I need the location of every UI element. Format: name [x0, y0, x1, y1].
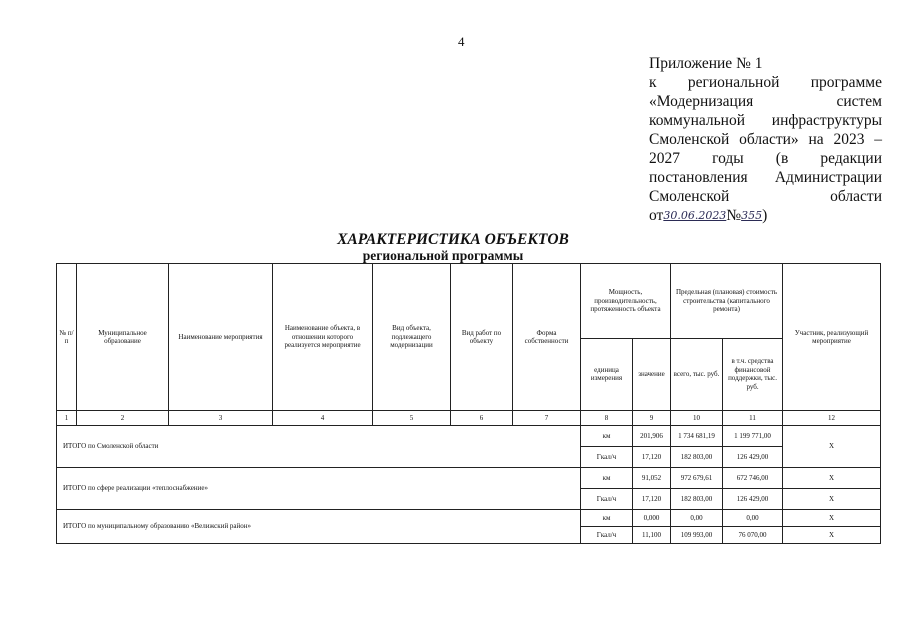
cell-unit: км: [581, 426, 633, 447]
column-number: 12: [783, 411, 881, 426]
appendix-line-1: [649, 54, 882, 73]
appendix-line-8: [649, 187, 882, 206]
cell-cost-total: 109 993,00: [671, 527, 723, 544]
column-number: 3: [169, 411, 273, 426]
group-label-heat-supply: ИТОГО по сфере реализации «теплоснабжение»: [57, 468, 581, 510]
appendix-close-paren: ): [762, 207, 768, 224]
group-label-region-total: ИТОГО по Смоленской области: [57, 426, 581, 468]
cell-participant: Х: [783, 510, 881, 527]
appendix-block: [649, 54, 882, 225]
cell-cost-total: 182 803,00: [671, 489, 723, 510]
appendix-line-6: [649, 149, 882, 168]
cell-unit: Гкал/ч: [581, 489, 633, 510]
appendix-line-4: [649, 111, 882, 130]
cell-value: 11,100: [633, 527, 671, 544]
appendix-word: редакции: [820, 150, 882, 167]
appendix-word: области: [830, 188, 882, 205]
cell-value: 91,052: [633, 468, 671, 489]
appendix-line-5: [649, 130, 882, 149]
appendix-word: программе: [810, 74, 882, 91]
appendix-word: к: [649, 74, 657, 91]
appendix-word: годы: [712, 150, 744, 167]
cell-cost-support: 76 070,00: [723, 527, 783, 544]
column-number: 10: [671, 411, 723, 426]
page-number: 4: [458, 34, 465, 49]
appendix-word: Смоленской: [649, 188, 730, 205]
column-numbers-row: [57, 411, 881, 426]
column-number: 2: [77, 411, 169, 426]
appendix-word: инфраструктуры: [771, 112, 882, 129]
column-number: 8: [581, 411, 633, 426]
cell-value: 201,906: [633, 426, 671, 447]
header-cost-support: в т.ч. средства финансовой поддержки, тыс. руб.: [723, 338, 783, 410]
table-row: [57, 426, 881, 447]
cell-cost-total: 182 803,00: [671, 447, 723, 468]
header-cost-total: всего, тыс. руб.: [671, 338, 723, 410]
appendix-word: области»: [739, 131, 799, 148]
header-participant: Участник, реализующий мероприятие: [783, 264, 881, 411]
column-number: 6: [451, 411, 513, 426]
cell-participant: Х: [783, 489, 881, 510]
header-municipality: Муниципальное образование: [77, 264, 169, 411]
cell-cost-total: 1 734 681,19: [671, 426, 723, 447]
appendix-word: –: [874, 131, 882, 148]
appendix-number-sign: №: [726, 207, 742, 224]
appendix-word: систем: [836, 93, 882, 110]
appendix-word: Смоленской: [649, 131, 730, 148]
header-cost-group: Предельная (плановая) стоимость строительства (капитального ремонта): [671, 264, 783, 339]
header-num: № п/п: [57, 264, 77, 411]
cell-cost-total: 972 679,61: [671, 468, 723, 489]
appendix-title: Приложение № 1: [649, 55, 763, 72]
appendix-word: 2027: [649, 150, 680, 167]
appendix-word: постановления: [649, 169, 748, 186]
header-value: значение: [633, 338, 671, 410]
cell-unit: км: [581, 510, 633, 527]
cell-cost-support: 672 746,00: [723, 468, 783, 489]
cell-participant: Х: [783, 426, 881, 468]
header-work-type: Вид работ по объекту: [451, 264, 513, 411]
handwritten-number: 355: [741, 209, 763, 222]
header-object-type: Вид объекта, подлежащего модернизации: [373, 264, 451, 411]
cell-participant: Х: [783, 527, 881, 544]
header-capacity-group: Мощность, производительность, протяженность объекта: [581, 264, 671, 339]
objects-table: [56, 263, 881, 544]
column-number: 1: [57, 411, 77, 426]
appendix-line-9: [649, 206, 882, 225]
column-number: 9: [633, 411, 671, 426]
header-ownership: Форма собственности: [513, 264, 581, 411]
column-number: 7: [513, 411, 581, 426]
cell-cost-total: 0,00: [671, 510, 723, 527]
cell-cost-support: 1 199 771,00: [723, 426, 783, 447]
appendix-word: Администрации: [774, 169, 882, 186]
appendix-word: 2023: [833, 131, 865, 148]
cell-value: 17,120: [633, 489, 671, 510]
appendix-line-3: [649, 92, 882, 111]
appendix-word: (в: [775, 150, 789, 167]
column-number: 5: [373, 411, 451, 426]
appendix-line-7: [649, 168, 882, 187]
cell-participant: Х: [783, 468, 881, 489]
appendix-date-prefix: от: [649, 207, 664, 224]
cell-value: 0,000: [633, 510, 671, 527]
appendix-word: «Модернизация: [649, 93, 754, 110]
appendix-line-2: [649, 73, 882, 92]
table-row: [57, 468, 881, 489]
header-object: Наименование объекта, в отношении которого реализуется мероприятие: [273, 264, 373, 411]
header-unit: единица измерения: [581, 338, 633, 410]
appendix-word: региональной: [687, 74, 780, 91]
cell-cost-support: 126 429,00: [723, 447, 783, 468]
document-title: ХАРАКТЕРИСТИКА ОБЪЕКТОВ: [337, 231, 569, 248]
cell-unit: Гкал/ч: [581, 527, 633, 544]
cell-cost-support: 0,00: [723, 510, 783, 527]
column-number: 11: [723, 411, 783, 426]
table-header-row: [57, 264, 881, 339]
appendix-word: коммунальной: [649, 112, 746, 129]
document-subtitle: региональной программы: [362, 248, 524, 263]
handwritten-date: 30.06.2023: [663, 209, 727, 222]
cell-value: 17,120: [633, 447, 671, 468]
column-number: 4: [273, 411, 373, 426]
cell-unit: Гкал/ч: [581, 447, 633, 468]
header-measure: Наименование мероприятия: [169, 264, 273, 411]
cell-cost-support: 126 429,00: [723, 489, 783, 510]
appendix-word: на: [808, 131, 824, 148]
group-label-velizh-district: ИТОГО по муниципальному образованию «Велижский район»: [57, 510, 581, 544]
cell-unit: км: [581, 468, 633, 489]
table-row: [57, 510, 881, 527]
